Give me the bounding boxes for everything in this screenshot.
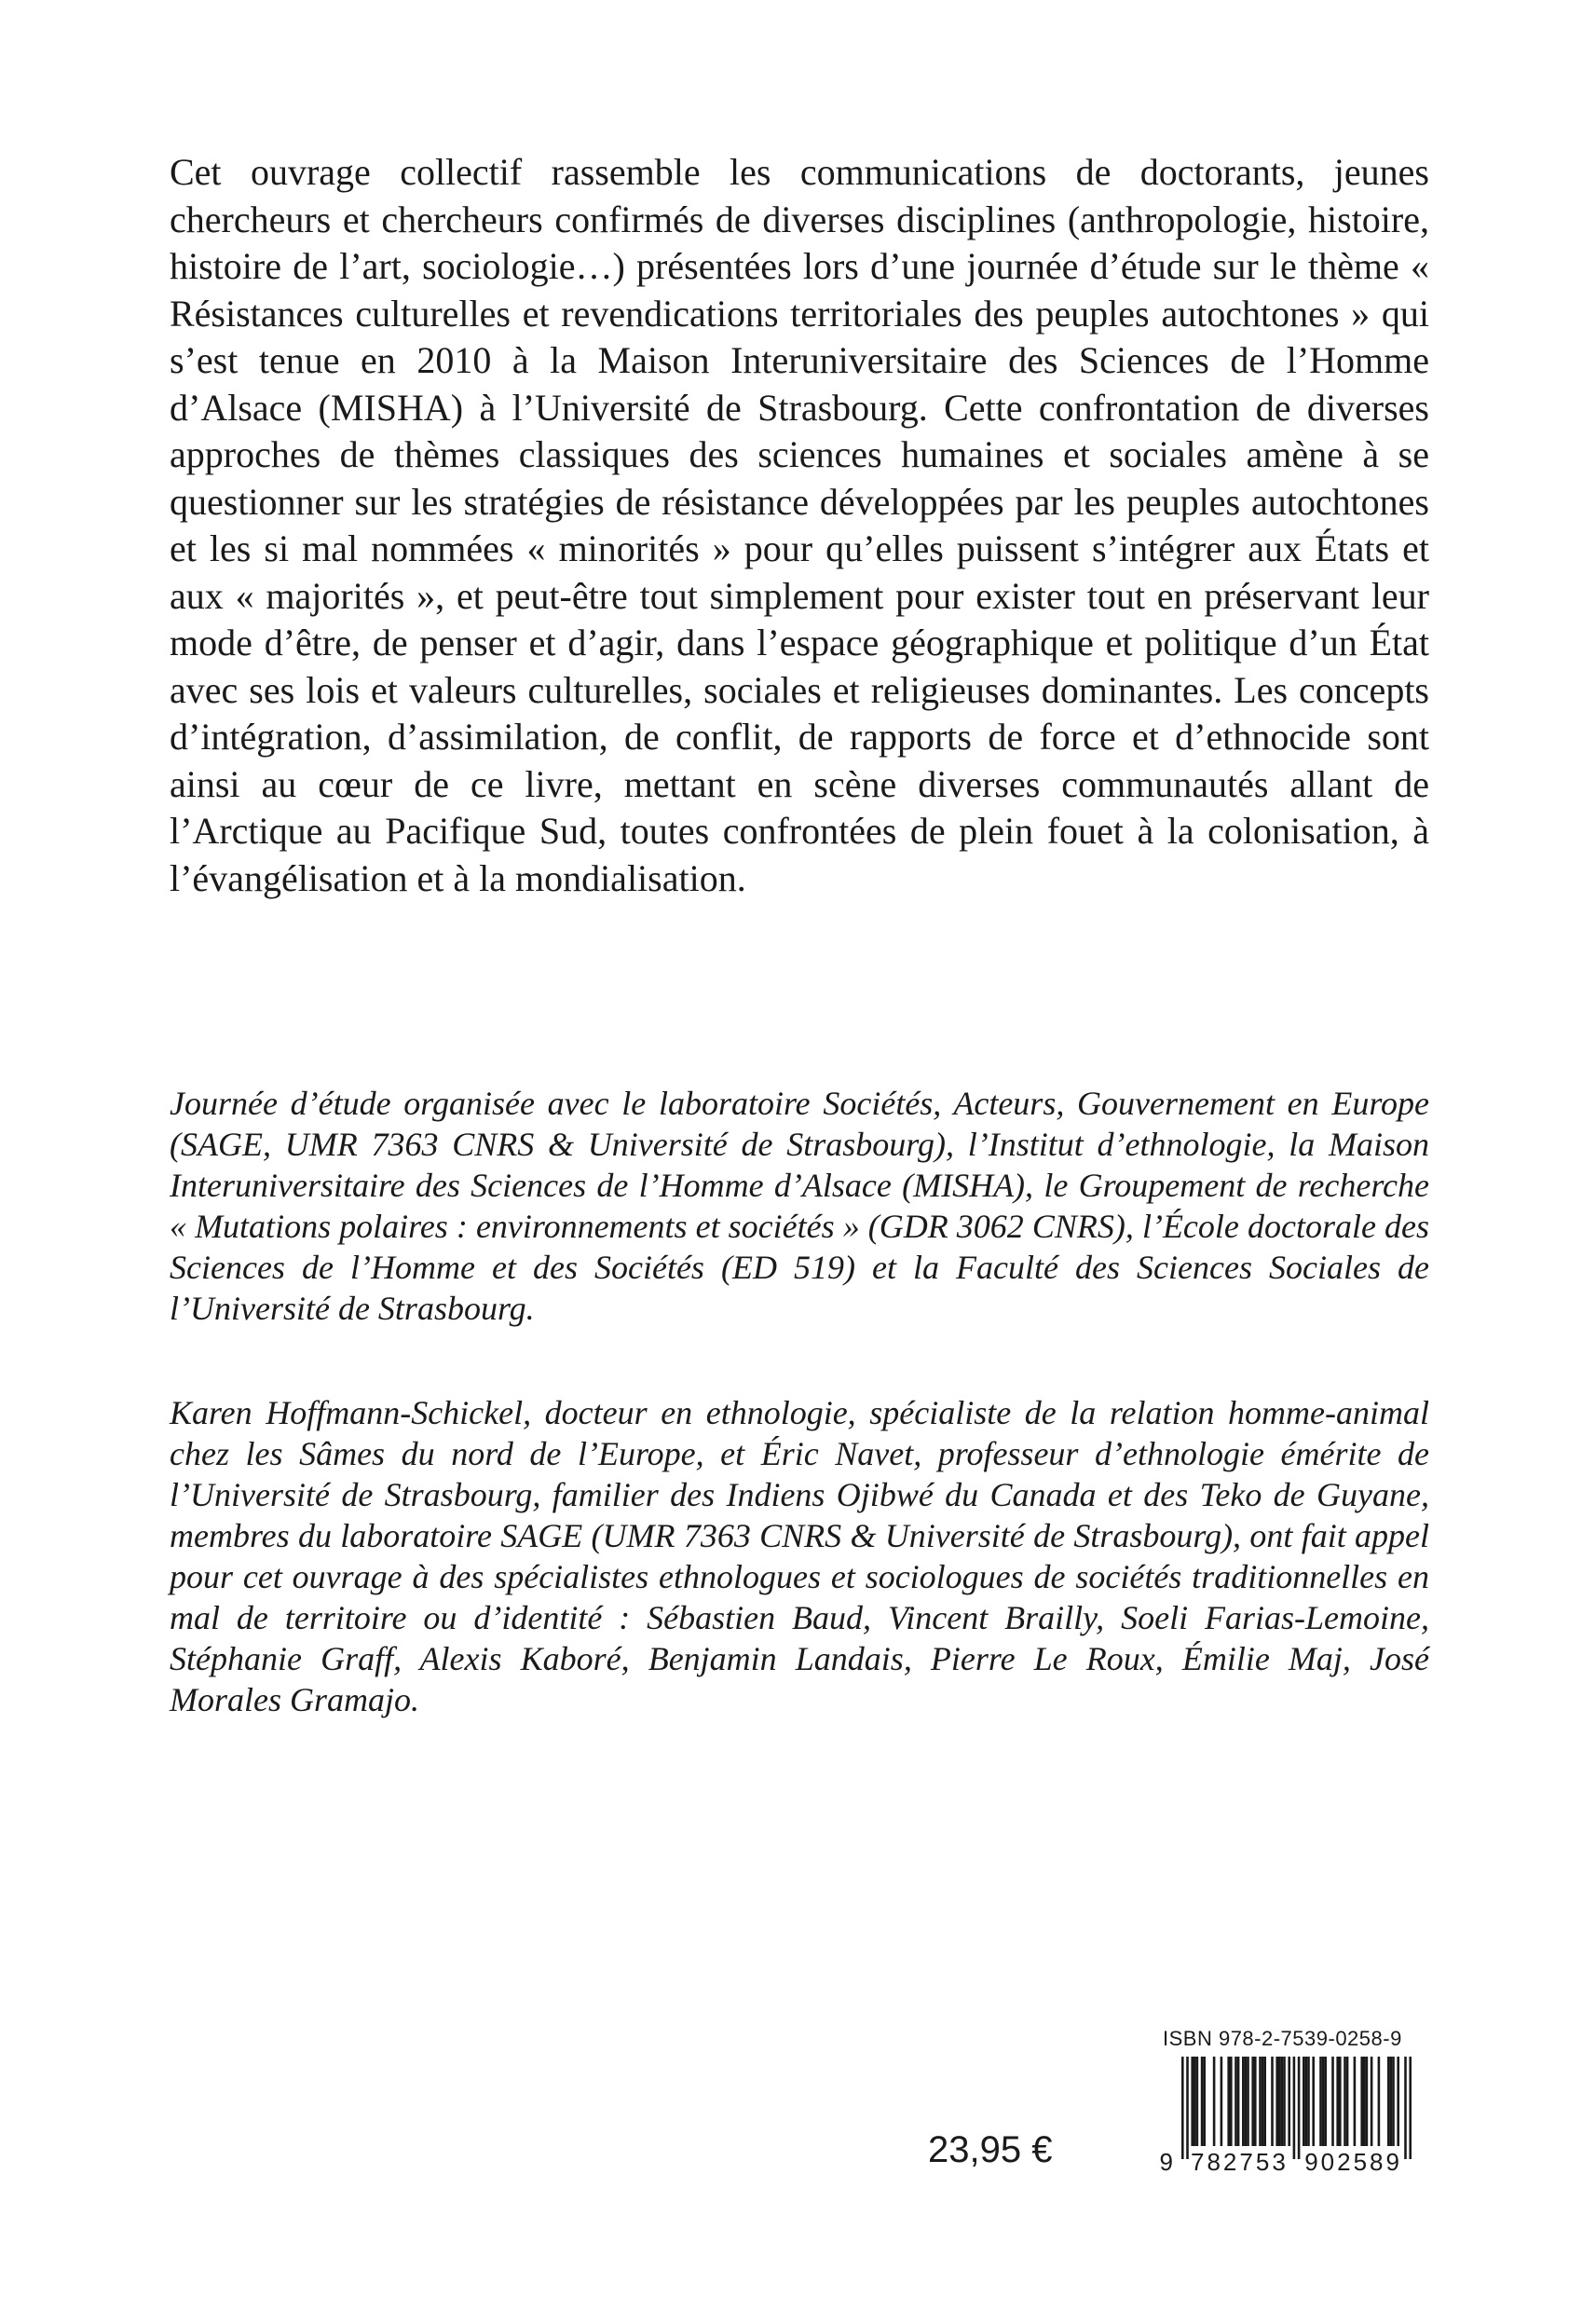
barcode-bar bbox=[1259, 2057, 1262, 2146]
barcode-bar bbox=[1371, 2057, 1373, 2146]
barcode-bar bbox=[1336, 2057, 1339, 2146]
barcode-bar bbox=[1360, 2057, 1363, 2146]
barcode-bar bbox=[1242, 2057, 1245, 2146]
barcode-bar bbox=[1213, 2057, 1216, 2146]
barcode-bar bbox=[1237, 2057, 1240, 2146]
barcode-bar bbox=[1271, 2057, 1274, 2146]
barcode-bar bbox=[1281, 2057, 1284, 2146]
summary-paragraph: Cet ouvrage collectif rassemble les communications de doctorants, jeunes chercheurs et chercheurs confirmés de diverses disciplines (anthropologie, histoire, histoire de l’art, sociologie…) présentées lors d’une journée d’étude sur le thème « Résistances culturelles et revendications territoriales des peuples autochtones » qui s’est tenue en 2010 à la Maison Interuniversitaire des Sciences de l’Homme d’Alsace (MISHA) à l’Université de Strasbourg. Cette confrontation de diverses approches de thèmes classiques des sciences humaines et sociales amène à se questionner sur les stratégies de résistance développées par les peuples autochtones et les si mal nommées « minorités » pour qu’elles puissent s’intégrer aux États et aux « majorités », et peut-être tout simplement pour exister tout en préservant leur mode d’être, de penser et d’agir, dans l’espace géographique et politique d’un État avec ses lois et valeurs culturelles, sociales et religieuses dominantes. Les concepts d’intégration, d’assimilation, de conflit, de rapports de force et d’ethnocide sont ainsi au cœur de ce livre, mettant en scène diverses communautés allant de l’Arctique au Pacifique Sud, toutes confrontées de plein fouet à la colonisation, à l’évangélisation et à la mondialisation. bbox=[170, 151, 1429, 899]
price-label: 23,95 € bbox=[928, 2129, 1053, 2170]
isbn-barcode-block bbox=[1155, 2027, 1444, 2176]
barcode-bar bbox=[1378, 2057, 1381, 2146]
barcode-bar bbox=[1221, 2057, 1223, 2146]
barcode-bar bbox=[1230, 2057, 1233, 2146]
barcode-bar bbox=[1331, 2057, 1334, 2146]
isbn-label: ISBN 978-2-7539-0258-9 bbox=[1163, 2027, 1402, 2050]
barcode-bar bbox=[1245, 2057, 1248, 2146]
barcode-digits-right: 902589 bbox=[1304, 2148, 1402, 2176]
barcode-bar bbox=[1251, 2057, 1254, 2146]
barcode-bar bbox=[1254, 2057, 1257, 2146]
barcode-bar bbox=[1186, 2057, 1189, 2159]
barcode-bar bbox=[1397, 2057, 1399, 2146]
barcode-bar bbox=[1227, 2057, 1230, 2146]
barcode-bar bbox=[1324, 2057, 1327, 2146]
barcode-bar bbox=[1288, 2057, 1290, 2146]
barcode-bar bbox=[1387, 2057, 1390, 2146]
barcode-bar bbox=[1390, 2057, 1393, 2146]
barcode-bar bbox=[1194, 2057, 1196, 2146]
barcode-bar bbox=[1312, 2057, 1315, 2146]
barcode-bar bbox=[1319, 2057, 1322, 2146]
organization-note: Journée d’étude organisée avec le laboratoire Sociétés, Acteurs, Gouvernement en Europe (SAGE, UMR 7363 CNRS & Université de Strasbourg), l’Institut d’ethnologie, la Maison Interuniversitaire des Sciences de l’Homme d’Alsace (MISHA), le Groupement de recherche « Mutations polaires : environnements et sociétés » (GDR 3062 CNRS), l’École doctorale des Sciences de l’Homme et des Sociétés (ED 519) et la Faculté des Sciences Sociales de l’Université de Strasbourg. bbox=[170, 1085, 1429, 1327]
barcode-bar bbox=[1298, 2057, 1301, 2159]
barcode-bar bbox=[1247, 2057, 1249, 2146]
barcode-bar bbox=[1283, 2057, 1286, 2146]
barcode-digit-lead: 9 bbox=[1159, 2148, 1176, 2176]
barcode-bar bbox=[1392, 2057, 1395, 2146]
barcode-bar bbox=[1181, 2057, 1184, 2159]
barcode-bar bbox=[1305, 2057, 1308, 2146]
barcode-bar bbox=[1203, 2057, 1206, 2146]
barcode-bar bbox=[1363, 2057, 1366, 2146]
barcode-bar bbox=[1409, 2057, 1412, 2159]
barcode-bar bbox=[1404, 2057, 1407, 2159]
editors-note: Karen Hoffmann-Schickel, docteur en ethnologie, spécialiste de la relation homme-animal chez les Sâmes du nord de l’Europe, et Éric Navet, professeur d’ethnologie émérite de l’Université de Strasbourg, familier des Indiens Ojibwé du Canada et des Teko de Guyane, membres du laboratoire SAGE (UMR 7363 CNRS & Université de Strasbourg), ont fait appel pour cet ouvrage à des spécialistes ethnologues et sociologues de sociétés traditionnelles en mal de territoire ou d’identité : Sébastien Baud, Vincent Brailly, Soeli Farias-Lemoine, Stéphanie Graff, Alexis Kaboré, Benjamin Landais, Pierre Le Roux, Émilie Maj, José Morales Gramajo. bbox=[170, 1394, 1429, 1718]
barcode-bar bbox=[1307, 2057, 1310, 2146]
barcode-bar bbox=[1275, 2057, 1278, 2146]
barcode-bar bbox=[1263, 2057, 1266, 2146]
barcode-bar bbox=[1303, 2057, 1305, 2146]
barcode-bar bbox=[1196, 2057, 1199, 2146]
barcode-digits-left: 782753 bbox=[1191, 2148, 1289, 2176]
barcode-bar bbox=[1366, 2057, 1369, 2146]
barcode-bar bbox=[1201, 2057, 1204, 2146]
barcode-bar bbox=[1354, 2057, 1357, 2146]
barcode-bar bbox=[1346, 2057, 1349, 2146]
barcode-bar bbox=[1293, 2057, 1296, 2159]
barcode-bar bbox=[1278, 2057, 1281, 2146]
barcode-bar bbox=[1322, 2057, 1325, 2146]
barcode-bar bbox=[1262, 2057, 1264, 2146]
barcode-bar bbox=[1344, 2057, 1346, 2146]
barcode-bar bbox=[1191, 2057, 1194, 2146]
barcode-graphic bbox=[1155, 2055, 1444, 2176]
barcode-bar bbox=[1339, 2057, 1342, 2146]
barcode-bar bbox=[1235, 2057, 1237, 2146]
